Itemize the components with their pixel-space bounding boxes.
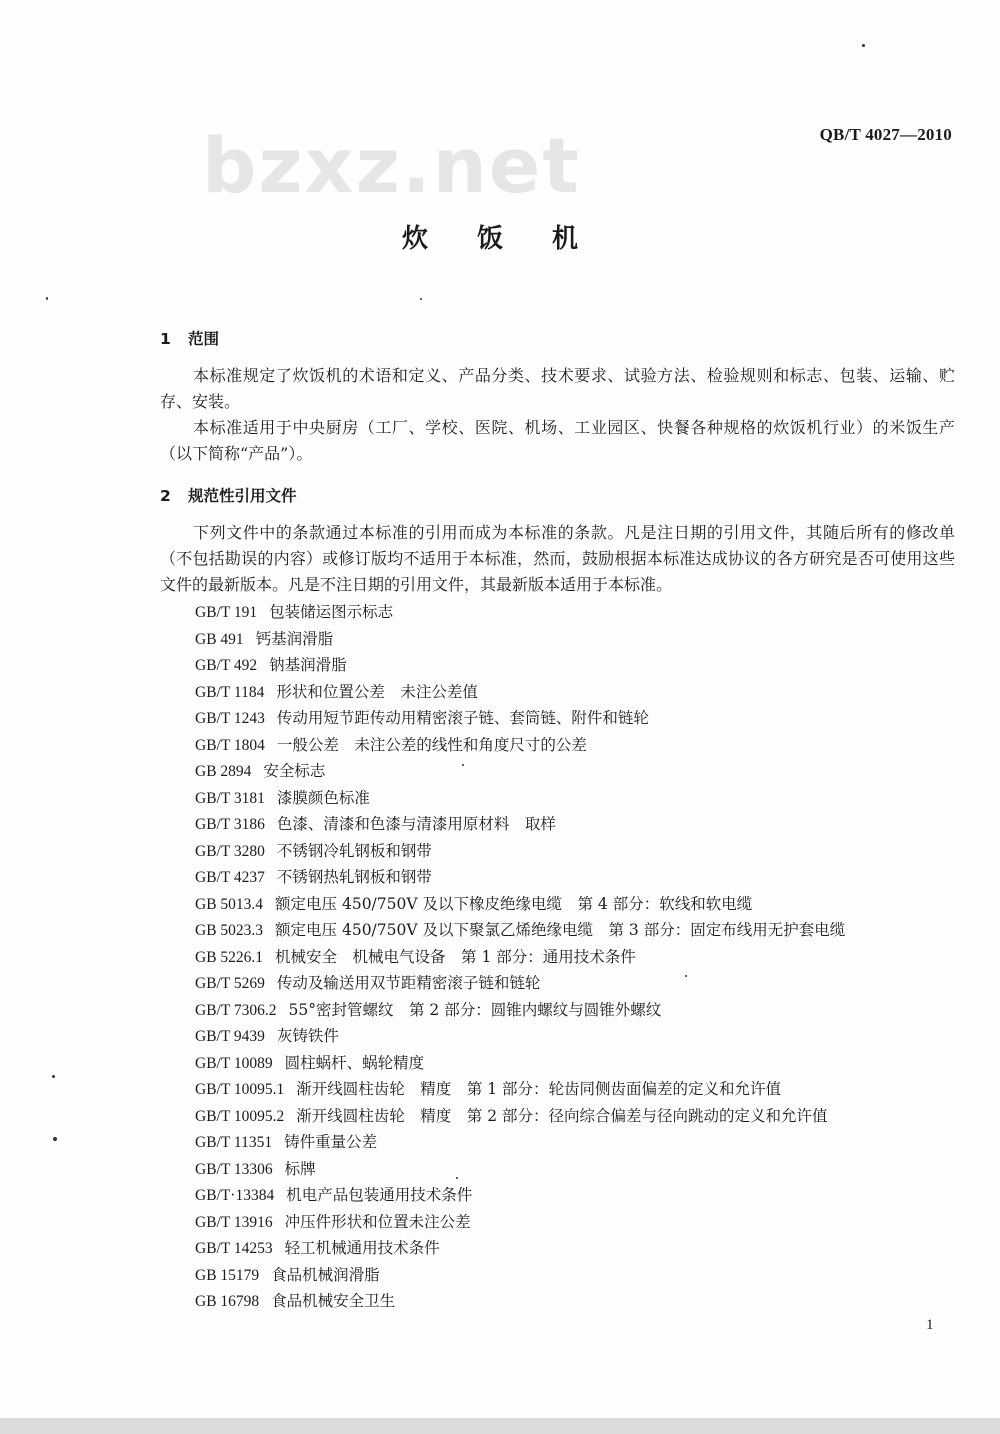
reference-code: GB/T 5269: [195, 975, 265, 992]
reference-title: 色漆、清漆和色漆与清漆用原材料 取样: [276, 815, 556, 833]
reference-title: 标牌: [284, 1159, 316, 1178]
reference-title: 机械安全 机械电气设备 第 1 部分：通用技术条件: [275, 947, 636, 966]
standard-number: QB/T 4027—2010: [819, 125, 952, 144]
reference-title: 食品机械润滑脂: [271, 1265, 380, 1284]
list-item: [195, 1262, 845, 1289]
list-item: [195, 970, 845, 997]
list-item: [195, 785, 845, 812]
list-item: [195, 652, 845, 679]
list-item: [195, 1235, 845, 1262]
reference-code: GB 5226.1: [195, 948, 264, 966]
list-item: [195, 838, 845, 865]
reference-title: 传动及输送用双节距精密滚子链和链轮: [276, 974, 541, 992]
scan-speck: [53, 1137, 57, 1141]
reference-title: 机电产品包装通用技术条件: [286, 1186, 473, 1204]
reference-code: GB/T 11351: [195, 1134, 273, 1151]
list-item: [195, 811, 845, 838]
list-item: [195, 732, 845, 759]
list-item: [195, 705, 845, 732]
scan-speck: [685, 975, 687, 977]
list-item: [195, 1103, 845, 1130]
scan-speck: [420, 298, 422, 300]
reference-code: GB/T 10095.1: [195, 1081, 285, 1098]
viewer-bottom-strip: [0, 1418, 1000, 1434]
reference-code: GB/T 14253: [195, 1240, 273, 1257]
list-item: [195, 679, 845, 706]
list-item: [195, 944, 845, 971]
reference-title: 灰铸铁件: [276, 1027, 339, 1045]
reference-code: GB 491: [195, 630, 244, 648]
reference-title: 包装储运图示标志: [269, 603, 394, 621]
list-item: [195, 599, 845, 626]
reference-code: GB/T 13916: [195, 1213, 273, 1231]
reference-title: 食品机械安全卫生: [271, 1292, 396, 1310]
document-title: 炊 饭 机: [401, 224, 599, 254]
list-item: [195, 1288, 845, 1315]
reference-code: GB 16798: [195, 1293, 260, 1310]
list-item: [195, 1156, 845, 1183]
reference-code: GB/T 1184: [195, 683, 265, 701]
scan-speck: [456, 1177, 458, 1179]
reference-title: 冲压件形状和位置未注公差: [284, 1212, 471, 1231]
reference-code: GB/T 191: [195, 604, 258, 621]
scan-speck: [862, 44, 865, 47]
list-item: [195, 1076, 845, 1103]
reference-title: 安全标志: [263, 762, 326, 780]
reference-code: GB/T·13384: [195, 1187, 275, 1204]
reference-code: GB/T 9439: [195, 1028, 265, 1045]
list-item: [195, 626, 845, 653]
list-item: [195, 1129, 845, 1156]
reference-code: GB/T 3181: [195, 789, 265, 807]
reference-code: GB/T 1243: [195, 710, 265, 727]
reference-title: 轻工机械通用技术条件: [284, 1239, 440, 1257]
section-number: 1: [160, 330, 171, 348]
reference-title: 渐开线圆柱齿轮 精度 第 1 部分：轮齿同侧齿面偏差的定义和允许值: [296, 1080, 781, 1098]
watermark: bzxz.net: [202, 121, 581, 210]
reference-title: 额定电压 450/750V 及以下聚氯乙烯绝缘电缆 第 3 部分：固定布线用无护套电缆: [275, 921, 846, 939]
list-item: [195, 1209, 845, 1236]
reference-title: 渐开线圆柱齿轮 精度 第 2 部分：径向综合偏差与径向跳动的定义和允许值: [296, 1106, 828, 1125]
list-item: [195, 917, 845, 944]
reference-title: 漆膜颜色标准: [276, 788, 370, 807]
section-title: 范围: [188, 330, 220, 348]
reference-code: GB/T 7306.2: [195, 1001, 277, 1019]
reference-code: GB/T 3186: [195, 816, 265, 833]
reference-list: [195, 599, 845, 1315]
reference-title: 钙基润滑脂: [255, 629, 334, 648]
reference-code: GB 15179: [195, 1266, 260, 1284]
scan-speck: [46, 297, 48, 300]
section-number: 2: [160, 487, 171, 505]
reference-title: 传动用短节距传动用精密滚子链、套筒链、附件和链轮: [276, 709, 649, 727]
section-heading-normative-references: [160, 484, 297, 506]
list-item: [195, 997, 845, 1024]
reference-code: GB/T 3280: [195, 842, 265, 860]
list-item: [195, 1050, 845, 1077]
reference-code: GB 5023.3: [195, 922, 264, 939]
scan-speck: [462, 764, 464, 766]
reference-code: GB/T 1804: [195, 736, 265, 754]
section-title: 规范性引用文件: [188, 487, 297, 505]
reference-title: 形状和位置公差 未注公差值: [276, 682, 478, 701]
reference-title: 额定电压 450/750V 及以下橡皮绝缘电缆 第 4 部分：软线和软电缆: [275, 894, 753, 913]
scan-speck: [52, 1075, 55, 1078]
reference-code: GB 5013.4: [195, 895, 264, 913]
page-number: 1: [926, 1317, 934, 1333]
reference-code: GB/T 4237: [195, 869, 265, 886]
reference-code: GB 2894: [195, 763, 252, 780]
paragraph: 下列文件中的条款通过本标准的引用而成为本标准的条款。凡是注日期的引用文件，其随后所有的修改单（不包括勘误的内容）或修订版均不适用于本标准，然而，鼓励根据本标准达成协议的各方研究是否可使用这些文件的最新版本。凡是不注日期的引用文件，其最新版本适用于本标准。: [160, 523, 955, 594]
reference-code: GB/T 10089: [195, 1054, 273, 1072]
list-item: [195, 1023, 845, 1050]
paragraph: 本标准规定了炊饭机的术语和定义、产品分类、技术要求、试验方法、检验规则和标志、包装、运输、贮存、安装。: [160, 366, 955, 411]
reference-title: 钠基润滑脂: [269, 656, 347, 674]
reference-code: GB/T 10095.2: [195, 1107, 285, 1125]
section-heading-scope: [160, 327, 219, 349]
paragraph: 本标准适用于中央厨房（工厂、学校、医院、机场、工业园区、快餐各种规格的炊饭机行业）的米饭生产（以下简称“产品”）。: [160, 418, 955, 463]
reference-title: 一般公差 未注公差的线性和角度尺寸的公差: [276, 735, 587, 754]
reference-code: GB/T 13306: [195, 1160, 273, 1178]
reference-title: 铸件重量公差: [284, 1133, 378, 1151]
reference-title: 不锈钢冷轧钢板和钢带: [276, 841, 432, 860]
list-item: [195, 758, 845, 785]
list-item: [195, 864, 845, 891]
reference-code: GB/T 492: [195, 657, 258, 674]
list-item: [195, 1182, 845, 1209]
reference-title: 55°密封管螺纹 第 2 部分：圆锥内螺纹与圆锥外螺纹: [288, 1000, 662, 1019]
list-item: [195, 891, 845, 918]
reference-title: 不锈钢热轧钢板和钢带: [276, 868, 432, 886]
reference-title: 圆柱蜗杆、蜗轮精度: [284, 1053, 425, 1072]
